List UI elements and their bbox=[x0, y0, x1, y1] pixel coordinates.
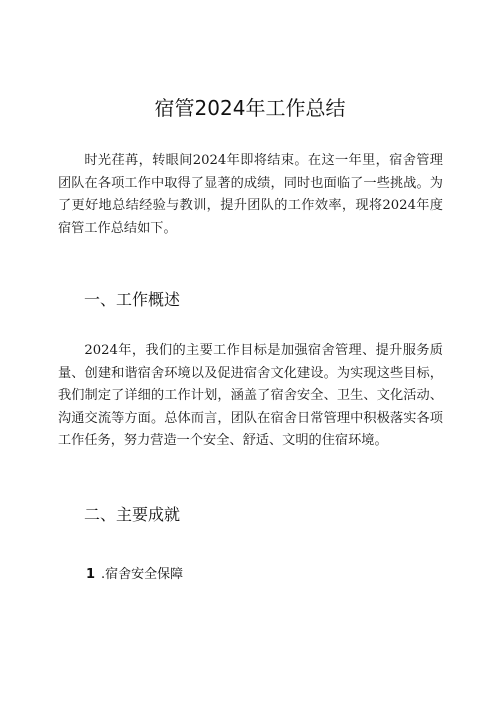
subsection-number: 1 bbox=[86, 567, 96, 582]
document-title: 宿管2024年工作总结 bbox=[154, 96, 346, 120]
section-heading-achievements: 二、主要成就 bbox=[84, 505, 181, 524]
subsection-title: .宿舍安全保障 bbox=[101, 567, 184, 582]
subsection-heading-dorm-safety bbox=[86, 566, 183, 584]
section-heading-overview: 一、工作概述 bbox=[84, 290, 181, 309]
overview-paragraph: 2024年，我们的主要工作目标是加强宿舍管理、提升服务质量、创建和谐宿舍环境以及促进宿舍文化建设。为实现这些目标，我们制定了详细的工作计划，涵盖了宿舍安全、卫生、文化活动、沟通交流等方面。总体而言，团队在宿舍日常管理中积极落实各项工作任务，努力营造一个安全、舒适、文明的住宿环境。 bbox=[58, 343, 443, 448]
intro-paragraph: 时光荏苒，转眼间2024年即将结束。在这一年里，宿舍管理团队在各项工作中取得了显著的成绩，同时也面临了一些挑战。为了更好地总结经验与教训，提升团队的工作效率，现将2024年度宿管工作总结如下。 bbox=[58, 153, 443, 236]
